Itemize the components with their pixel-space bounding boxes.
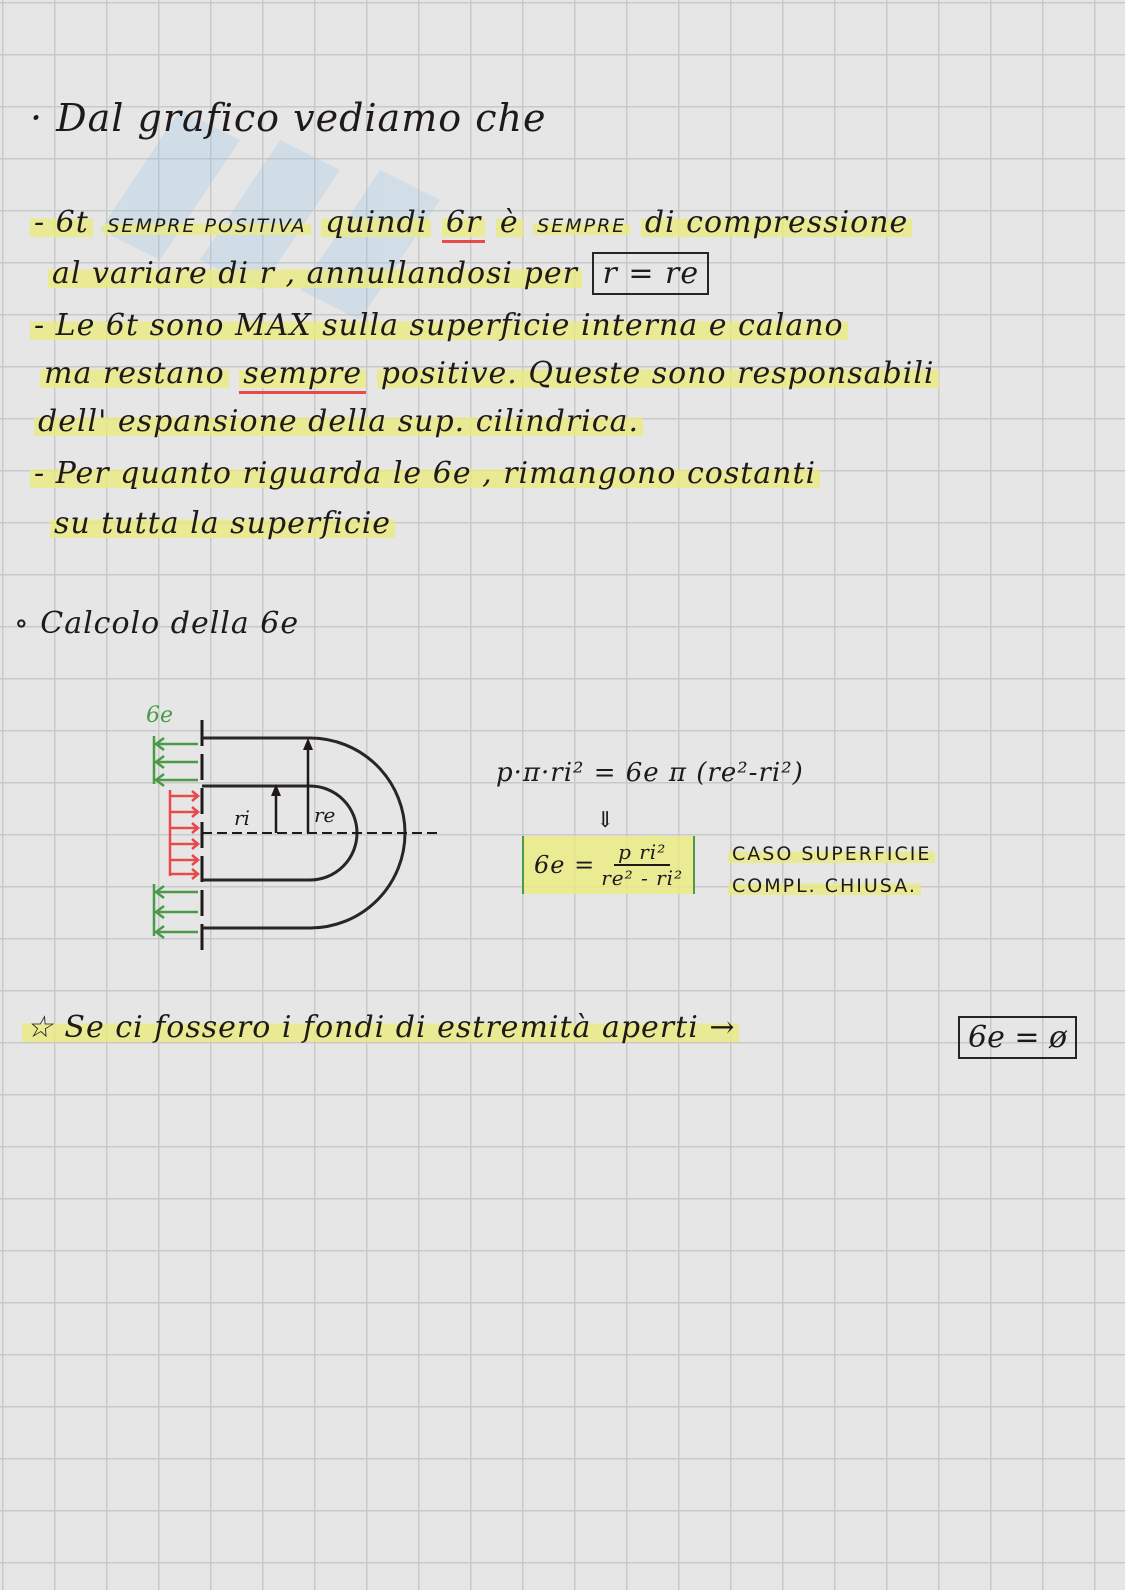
cylinder-section-diagram: [140, 700, 460, 970]
formula-fraction: [601, 840, 683, 890]
section-heading: ∘ Calcolo della 6e: [14, 606, 300, 641]
line2-boxed: r = re: [592, 252, 709, 295]
line1-e: è: [496, 205, 523, 240]
note-line-2: COMPL. CHIUSA.: [728, 875, 921, 897]
text-line-2: [48, 256, 709, 291]
text-line-7: [50, 506, 395, 541]
line6-text: - Per quanto riguarda le 6e , rimangono costanti: [30, 456, 820, 491]
line1-prefix: - 6t: [30, 205, 93, 240]
formula-lhs: 6e =: [534, 851, 596, 879]
star-result-box: 6e = ø: [958, 1016, 1077, 1059]
implies-arrow: ⇓: [596, 808, 615, 833]
formula-numerator: p ri²: [614, 840, 670, 866]
line1-quindi: quindi: [321, 205, 431, 240]
note-line-1: CASO SUPERFICIE: [728, 843, 935, 865]
equilibrium-formula: p·π·ri² = 6e π (re²-ri²): [496, 758, 804, 788]
text-line-6: [30, 456, 820, 491]
diagram-label-sigma-e: 6e: [146, 703, 174, 728]
line7-text: su tutta la superficie: [50, 506, 395, 541]
line1-sigma-r: 6r: [442, 205, 485, 243]
line5-text: dell' espansione della sup. cilindrica.: [34, 404, 643, 439]
case-note: [728, 838, 935, 902]
star-note-text: ☆ Se ci fossero i fondi di estremità aperti →: [22, 1010, 739, 1045]
line1-sempre: SEMPRE: [533, 215, 630, 237]
line4-sempre: sempre: [239, 356, 366, 394]
text-line-5: [34, 404, 643, 439]
star-note: [22, 1010, 739, 1045]
line4-a: ma restano: [40, 356, 229, 391]
formula-denominator: re² - ri²: [601, 866, 684, 890]
text-line-1: [30, 205, 912, 240]
diagram-label-ri: ri: [234, 806, 250, 830]
line1-caps: SEMPRE POSITIVA: [103, 215, 310, 237]
line3-text: - Le 6t sono MAX sulla superficie interna e calano: [30, 308, 848, 343]
sigma-e-formula: [522, 836, 695, 894]
line2-text: al variare di r , annullandosi per: [48, 256, 582, 291]
page-title: · Dal grafico vediamo che: [30, 96, 547, 140]
diagram-label-re: re: [314, 803, 336, 827]
text-line-3: [30, 308, 848, 343]
line1-compressione: di compressione: [641, 205, 912, 240]
text-line-4: [40, 356, 939, 391]
line4-c: positive. Queste sono responsabili: [377, 356, 939, 391]
